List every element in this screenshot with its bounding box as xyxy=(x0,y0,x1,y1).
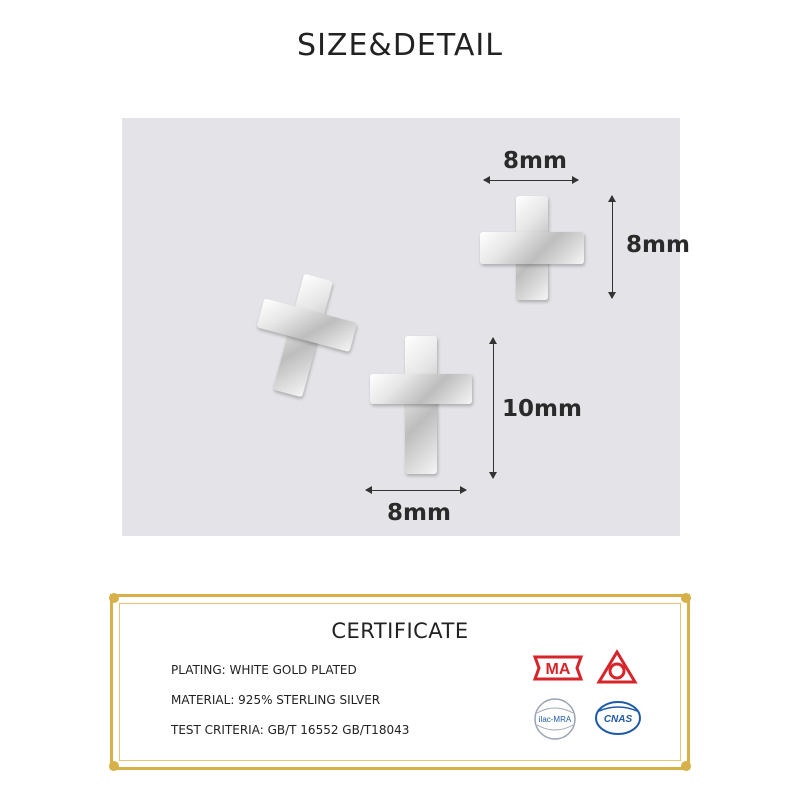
top-height-label: 8mm xyxy=(626,232,690,258)
certificate-title: CERTIFICATE xyxy=(331,619,469,643)
ilac-mra-logo-icon xyxy=(527,695,583,743)
middle-width-label: 8mm xyxy=(387,500,451,526)
top-width-label: 8mm xyxy=(503,148,567,174)
cross-earring-middle xyxy=(370,336,472,474)
cnas-logo-icon xyxy=(593,699,643,737)
corner-ornament-icon xyxy=(103,755,125,777)
top-height-arrow xyxy=(612,196,613,298)
top-width-arrow xyxy=(484,180,578,181)
ma-logo-icon xyxy=(529,653,587,683)
page-title: SIZE&DETAIL xyxy=(297,28,503,63)
cross-earring-right xyxy=(480,196,584,300)
corner-ornament-icon xyxy=(675,755,697,777)
ilac-logo-text: ilac-MRA xyxy=(538,715,572,724)
product-photo xyxy=(122,118,690,536)
cnas-logo-text: CNAS xyxy=(603,714,633,725)
middle-height-label: 10mm xyxy=(502,396,582,422)
test-criteria-line: TEST CRITERIA: GB/T 16552 GB/T18043 xyxy=(171,723,410,737)
certificate-box xyxy=(110,594,690,770)
cross-earring-left xyxy=(236,264,373,408)
corner-ornament-icon xyxy=(675,587,697,609)
ma-logo-text: MA xyxy=(545,661,571,678)
plating-line: PLATING: WHITE GOLD PLATED xyxy=(171,663,357,677)
middle-width-arrow xyxy=(366,490,466,491)
material-line: MATERIAL: 925% STERLING SILVER xyxy=(171,693,381,707)
cal-logo-icon xyxy=(595,649,639,685)
middle-height-arrow xyxy=(493,338,494,478)
corner-ornament-icon xyxy=(103,587,125,609)
